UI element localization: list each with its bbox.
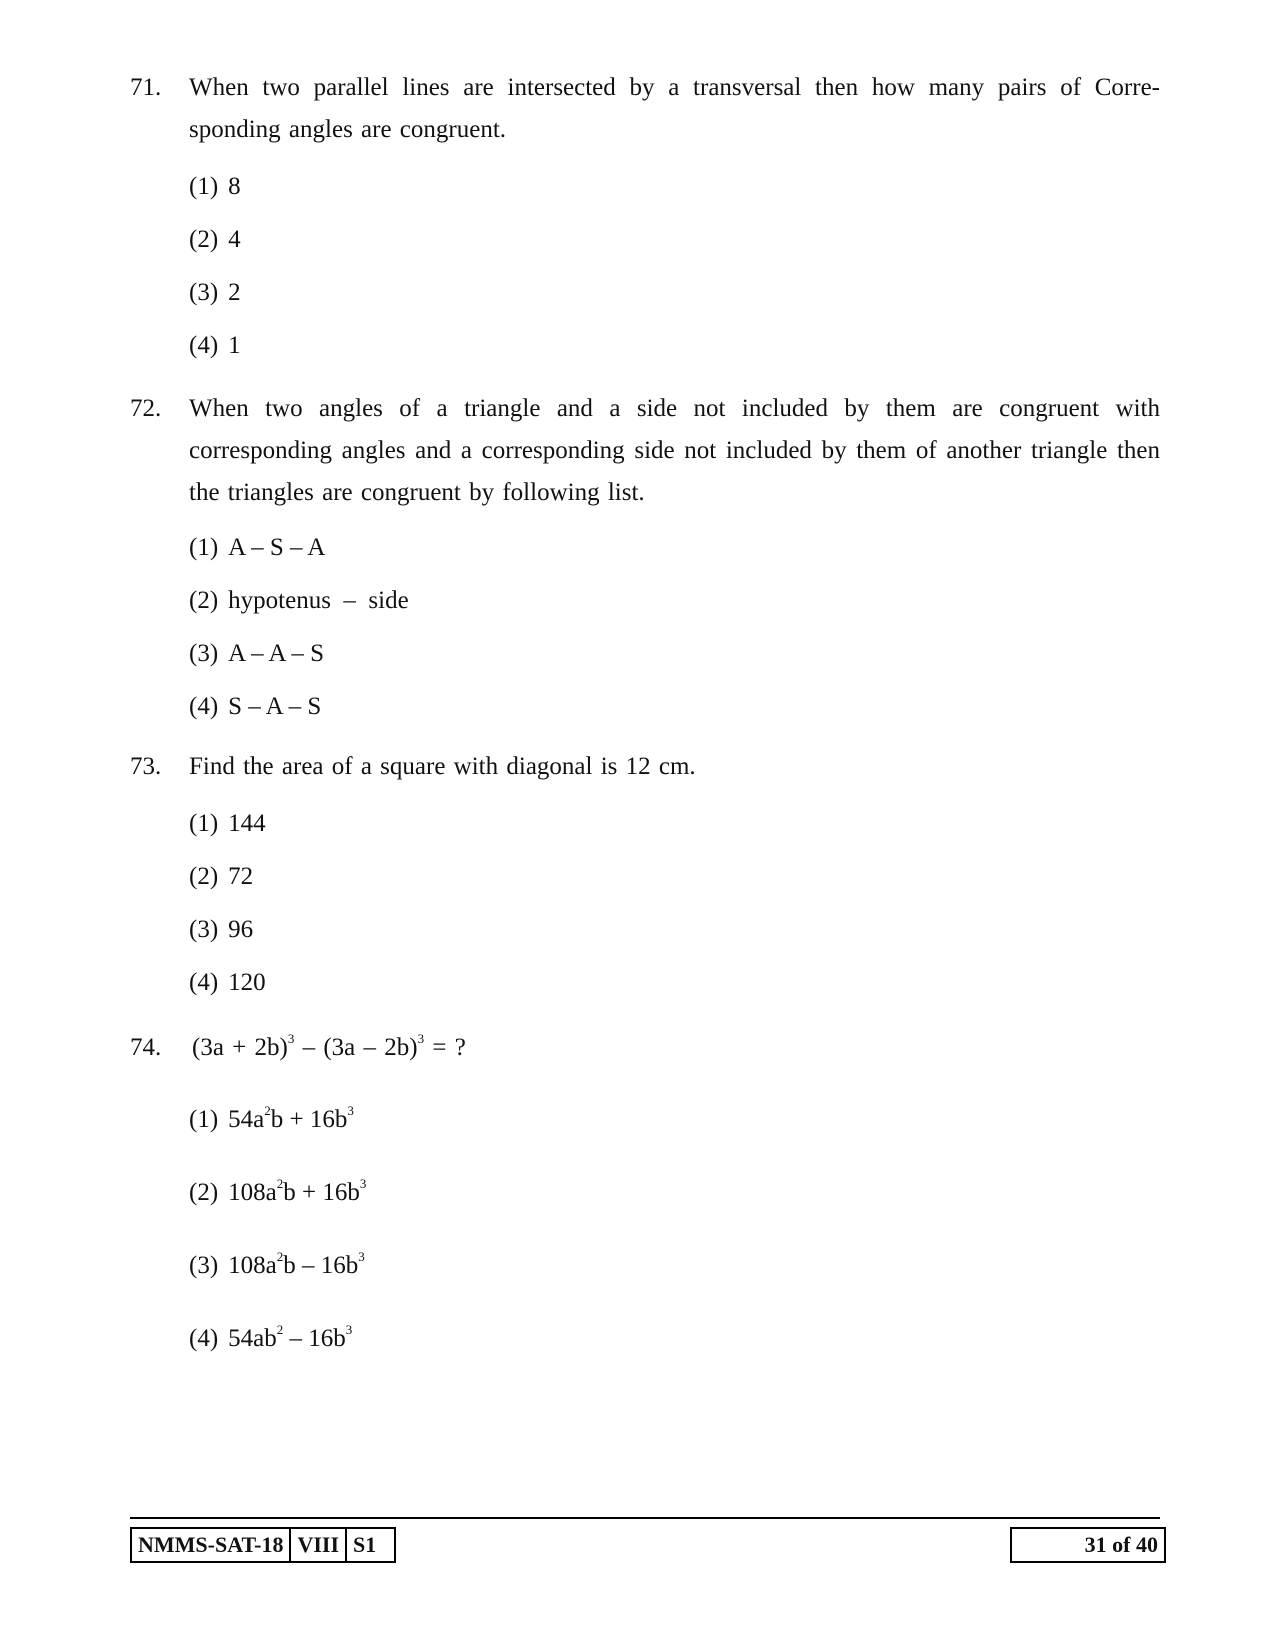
question-74 (130, 1027, 1160, 1352)
option-3: (3) 96 (189, 916, 254, 943)
option-4: (4) S – A – S (189, 693, 322, 720)
question-72 (130, 388, 1160, 720)
option-4: (4) $54ab^2 - 16b^3$ (189, 1322, 353, 1352)
option-1: (1) A – S – A (189, 534, 326, 561)
class-label: VIII (291, 1529, 347, 1561)
paper-code: NMMS-SAT-18 (132, 1529, 291, 1561)
question-text: Find the area of a square with diagonal is 12 cm. (189, 753, 696, 780)
option-2: (2) hypotenus – side (189, 587, 409, 614)
option-1: (1) 8 (189, 173, 241, 200)
page-number: 31 of 40 (1084, 1532, 1158, 1557)
option-2: (2) 4 (189, 226, 241, 253)
question-71 (130, 67, 1160, 359)
option-3: (3) $108a^2b - 16b^3$ (189, 1249, 365, 1279)
option-4: (4) 1 (189, 332, 241, 359)
question-text: When two parallel lines are intersected by a transversal then how many pairs of Corre-sponding angles are congruent. (189, 74, 1160, 143)
question-number: 74. (130, 1034, 162, 1061)
footer-divider (130, 1517, 1160, 1519)
question-number: 71. (130, 74, 162, 101)
question-expression: $(3a + 2b)^3 - (3a - 2b)^3$ = ? (192, 1031, 466, 1061)
question-73 (130, 746, 1160, 996)
option-1: (1) 144 (189, 810, 266, 837)
option-2: (2) 72 (189, 863, 254, 890)
option-2: (2) $108a^2b + 16b^3$ (189, 1176, 367, 1206)
option-3: (3) 2 (189, 279, 241, 306)
footer-paper-code-box (130, 1527, 396, 1563)
page-number-box (1010, 1527, 1166, 1563)
option-3: (3) A – A – S (189, 640, 325, 667)
set-label: S1 (353, 1532, 377, 1557)
option-1: (1) $54a^2b + 16b^3$ (189, 1103, 354, 1133)
question-number: 72. (130, 395, 162, 422)
option-4: (4) 120 (189, 969, 266, 996)
question-number: 73. (130, 753, 162, 780)
question-text: When two angles of a triangle and a side not included by them are congruent with corresponding angles and a corresponding side not included by them of another triangle then the triangles are congruent by following list. (189, 395, 1160, 506)
